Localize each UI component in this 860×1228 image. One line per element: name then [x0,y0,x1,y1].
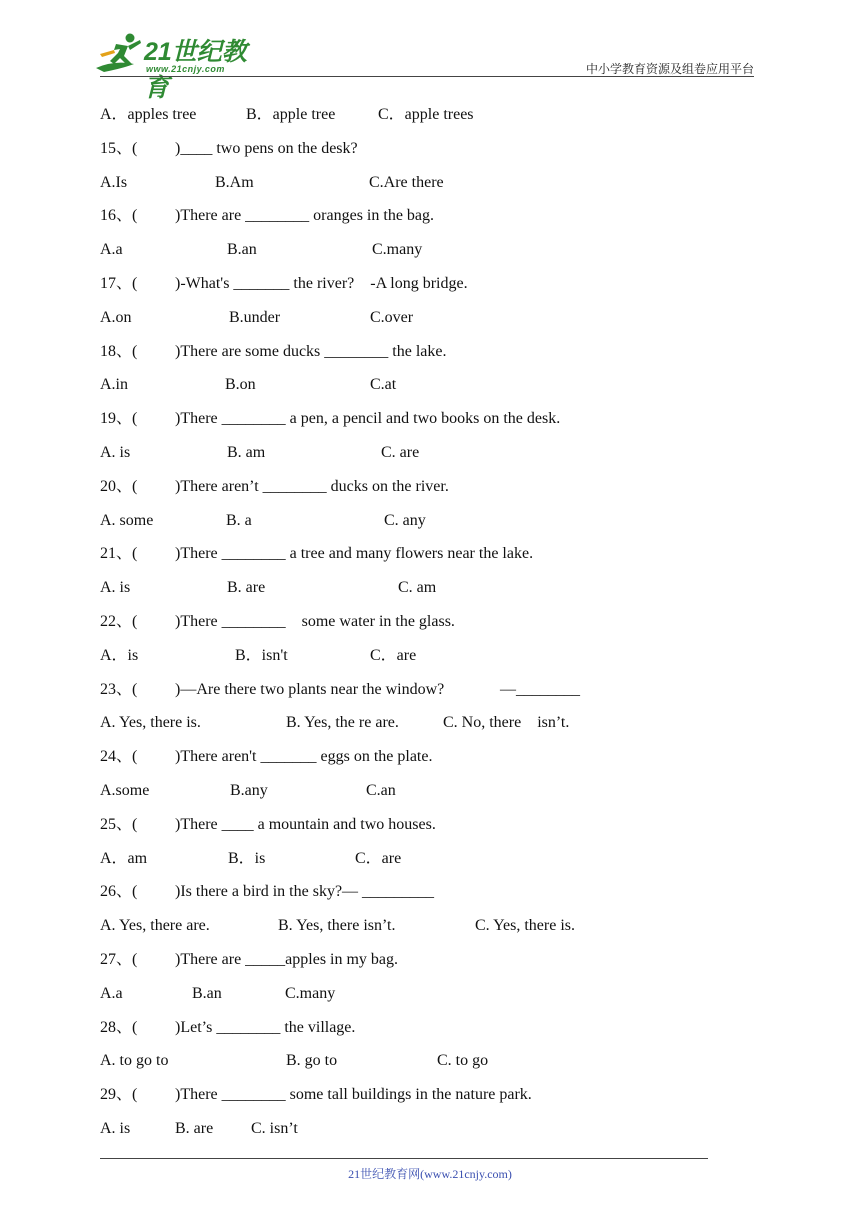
question-number: 15、( [100,139,138,157]
option-a: A. Yes, there are. [100,917,210,935]
option-b: B．is [228,849,266,867]
options-row [100,1118,760,1152]
option-b: B.on [225,376,256,394]
option-c: C．are [355,849,402,867]
option-b: B. Yes, there isn’t. [278,917,396,935]
question-24 [100,746,760,780]
question-number: 21、( [100,545,138,563]
question-text: )There ________ a pen, a pencil and two books on the desk. [175,410,561,428]
options-row [100,577,760,611]
question-text: )There are _____apples in my bag. [175,950,399,968]
option-a: A．apples tree [100,106,197,123]
options-row [100,780,760,814]
question-29 [100,1084,760,1118]
question-17 [100,273,760,307]
header-tagline: 中小学教育资源及组卷应用平台 [585,62,754,76]
option-c: C.over [370,308,414,326]
option-a: A．is [100,646,139,664]
option-a: A.some [100,781,150,799]
footer-link[interactable]: 21世纪教育网(www.21cnjy.com) [348,1167,512,1181]
option-c: C．apple trees [378,106,474,123]
question-number: 20、( [100,477,138,495]
options-row [100,172,760,206]
logo-url: www.21cnjy.com [146,64,225,74]
option-b: B. are [175,1119,214,1137]
question-text: )There ________ some tall buildings in the nature park. [175,1086,532,1104]
site-logo [94,30,264,102]
question-number: 25、( [100,815,138,833]
question-text: )There are some ducks ________ the lake. [175,342,447,360]
option-b: B. a [226,511,252,529]
question-text: )There ________ some water in the glass. [175,612,455,630]
question-number: 19、( [100,410,138,428]
question-text: )There ____ a mountain and two houses. [175,815,436,833]
option-c: C. any [384,511,426,529]
option-b: B.Am [215,173,254,191]
question-text: )Is there a bird in the sky?— _________ [175,883,435,901]
page-header [0,0,860,102]
option-b: B. am [227,443,266,461]
question-18 [100,341,760,375]
options-row [100,374,760,408]
options-row [100,307,760,341]
question-text: )There are ________ oranges in the bag. [175,207,435,225]
option-c: C．are [370,646,417,664]
question-number: 16、( [100,207,138,225]
options-row [100,104,760,138]
option-c: C.many [285,984,336,1002]
option-c: C. isn’t [251,1119,298,1137]
question-22 [100,611,760,645]
option-a: A. is [100,443,131,461]
options-row [100,983,760,1017]
option-b: B．apple tree [246,106,336,123]
question-text: )There aren't _______ eggs on the plate. [175,748,433,766]
question-text: )____ two pens on the desk? [175,139,358,157]
options-row [100,645,760,679]
question-23 [100,679,760,713]
option-b: B.under [229,308,281,326]
question-27 [100,949,760,983]
option-a: A.on [100,308,132,326]
question-20 [100,476,760,510]
question-number: 22、( [100,612,138,630]
option-c: C.at [370,376,397,394]
question-text: )-What's _______ the river? -A long bridge. [175,274,468,292]
options-row [100,239,760,273]
question-number: 29、( [100,1086,138,1104]
option-b: B. go to [286,1052,338,1070]
option-a: A. is [100,1119,131,1137]
option-b: B．isn't [235,646,288,664]
options-row [100,848,760,882]
logo-text: 21世纪教育 [144,38,247,102]
option-b: B. Yes, the re are. [286,714,399,732]
options-row [100,442,760,476]
option-a: A. to go to [100,1052,169,1070]
option-a: A.Is [100,173,128,191]
footer-divider [100,1158,708,1159]
question-text: )—Are there two plants near the window? [175,680,445,698]
option-a: A. is [100,579,131,597]
option-c: C.an [366,781,396,799]
question-21 [100,543,760,577]
answer-blank: —________ [500,680,580,698]
question-26 [100,881,760,915]
options-row [100,712,760,746]
header-divider [100,76,754,77]
question-25 [100,814,760,848]
runner-logo-icon [94,30,150,76]
option-c: C. am [398,579,437,597]
question-text: )There aren’t ________ ducks on the river. [175,477,449,495]
question-15 [100,138,760,172]
option-b: B.an [192,984,222,1002]
options-row [100,915,760,949]
question-28 [100,1017,760,1051]
exercise-list [100,104,760,1152]
option-c: C.Are there [369,173,444,191]
option-a: A．am [100,849,148,867]
question-number: 24、( [100,748,138,766]
option-a: A.a [100,241,123,259]
question-19 [100,408,760,442]
option-c: C. Yes, there is. [475,917,576,935]
options-row [100,510,760,544]
question-text: )There ________ a tree and many flowers near the lake. [175,545,534,563]
option-a: A.a [100,984,123,1002]
option-c: C. to go [437,1052,489,1070]
options-row [100,1050,760,1084]
option-b: B.any [230,781,268,799]
question-number: 26、( [100,883,138,901]
question-number: 18、( [100,342,138,360]
question-number: 23、( [100,680,138,698]
option-c: C. are [381,443,420,461]
question-text: )Let’s ________ the village. [175,1018,356,1036]
option-a: A. some [100,511,154,529]
option-b: B. are [227,579,266,597]
question-number: 27、( [100,950,138,968]
option-a: A.in [100,376,128,394]
option-a: A. Yes, there is. [100,714,201,732]
question-number: 28、( [100,1018,138,1036]
option-c: C.many [372,241,423,259]
option-b: B.an [227,241,257,259]
question-number: 17、( [100,274,138,292]
question-16 [100,205,760,239]
option-c: C. No, there isn’t. [443,714,570,732]
